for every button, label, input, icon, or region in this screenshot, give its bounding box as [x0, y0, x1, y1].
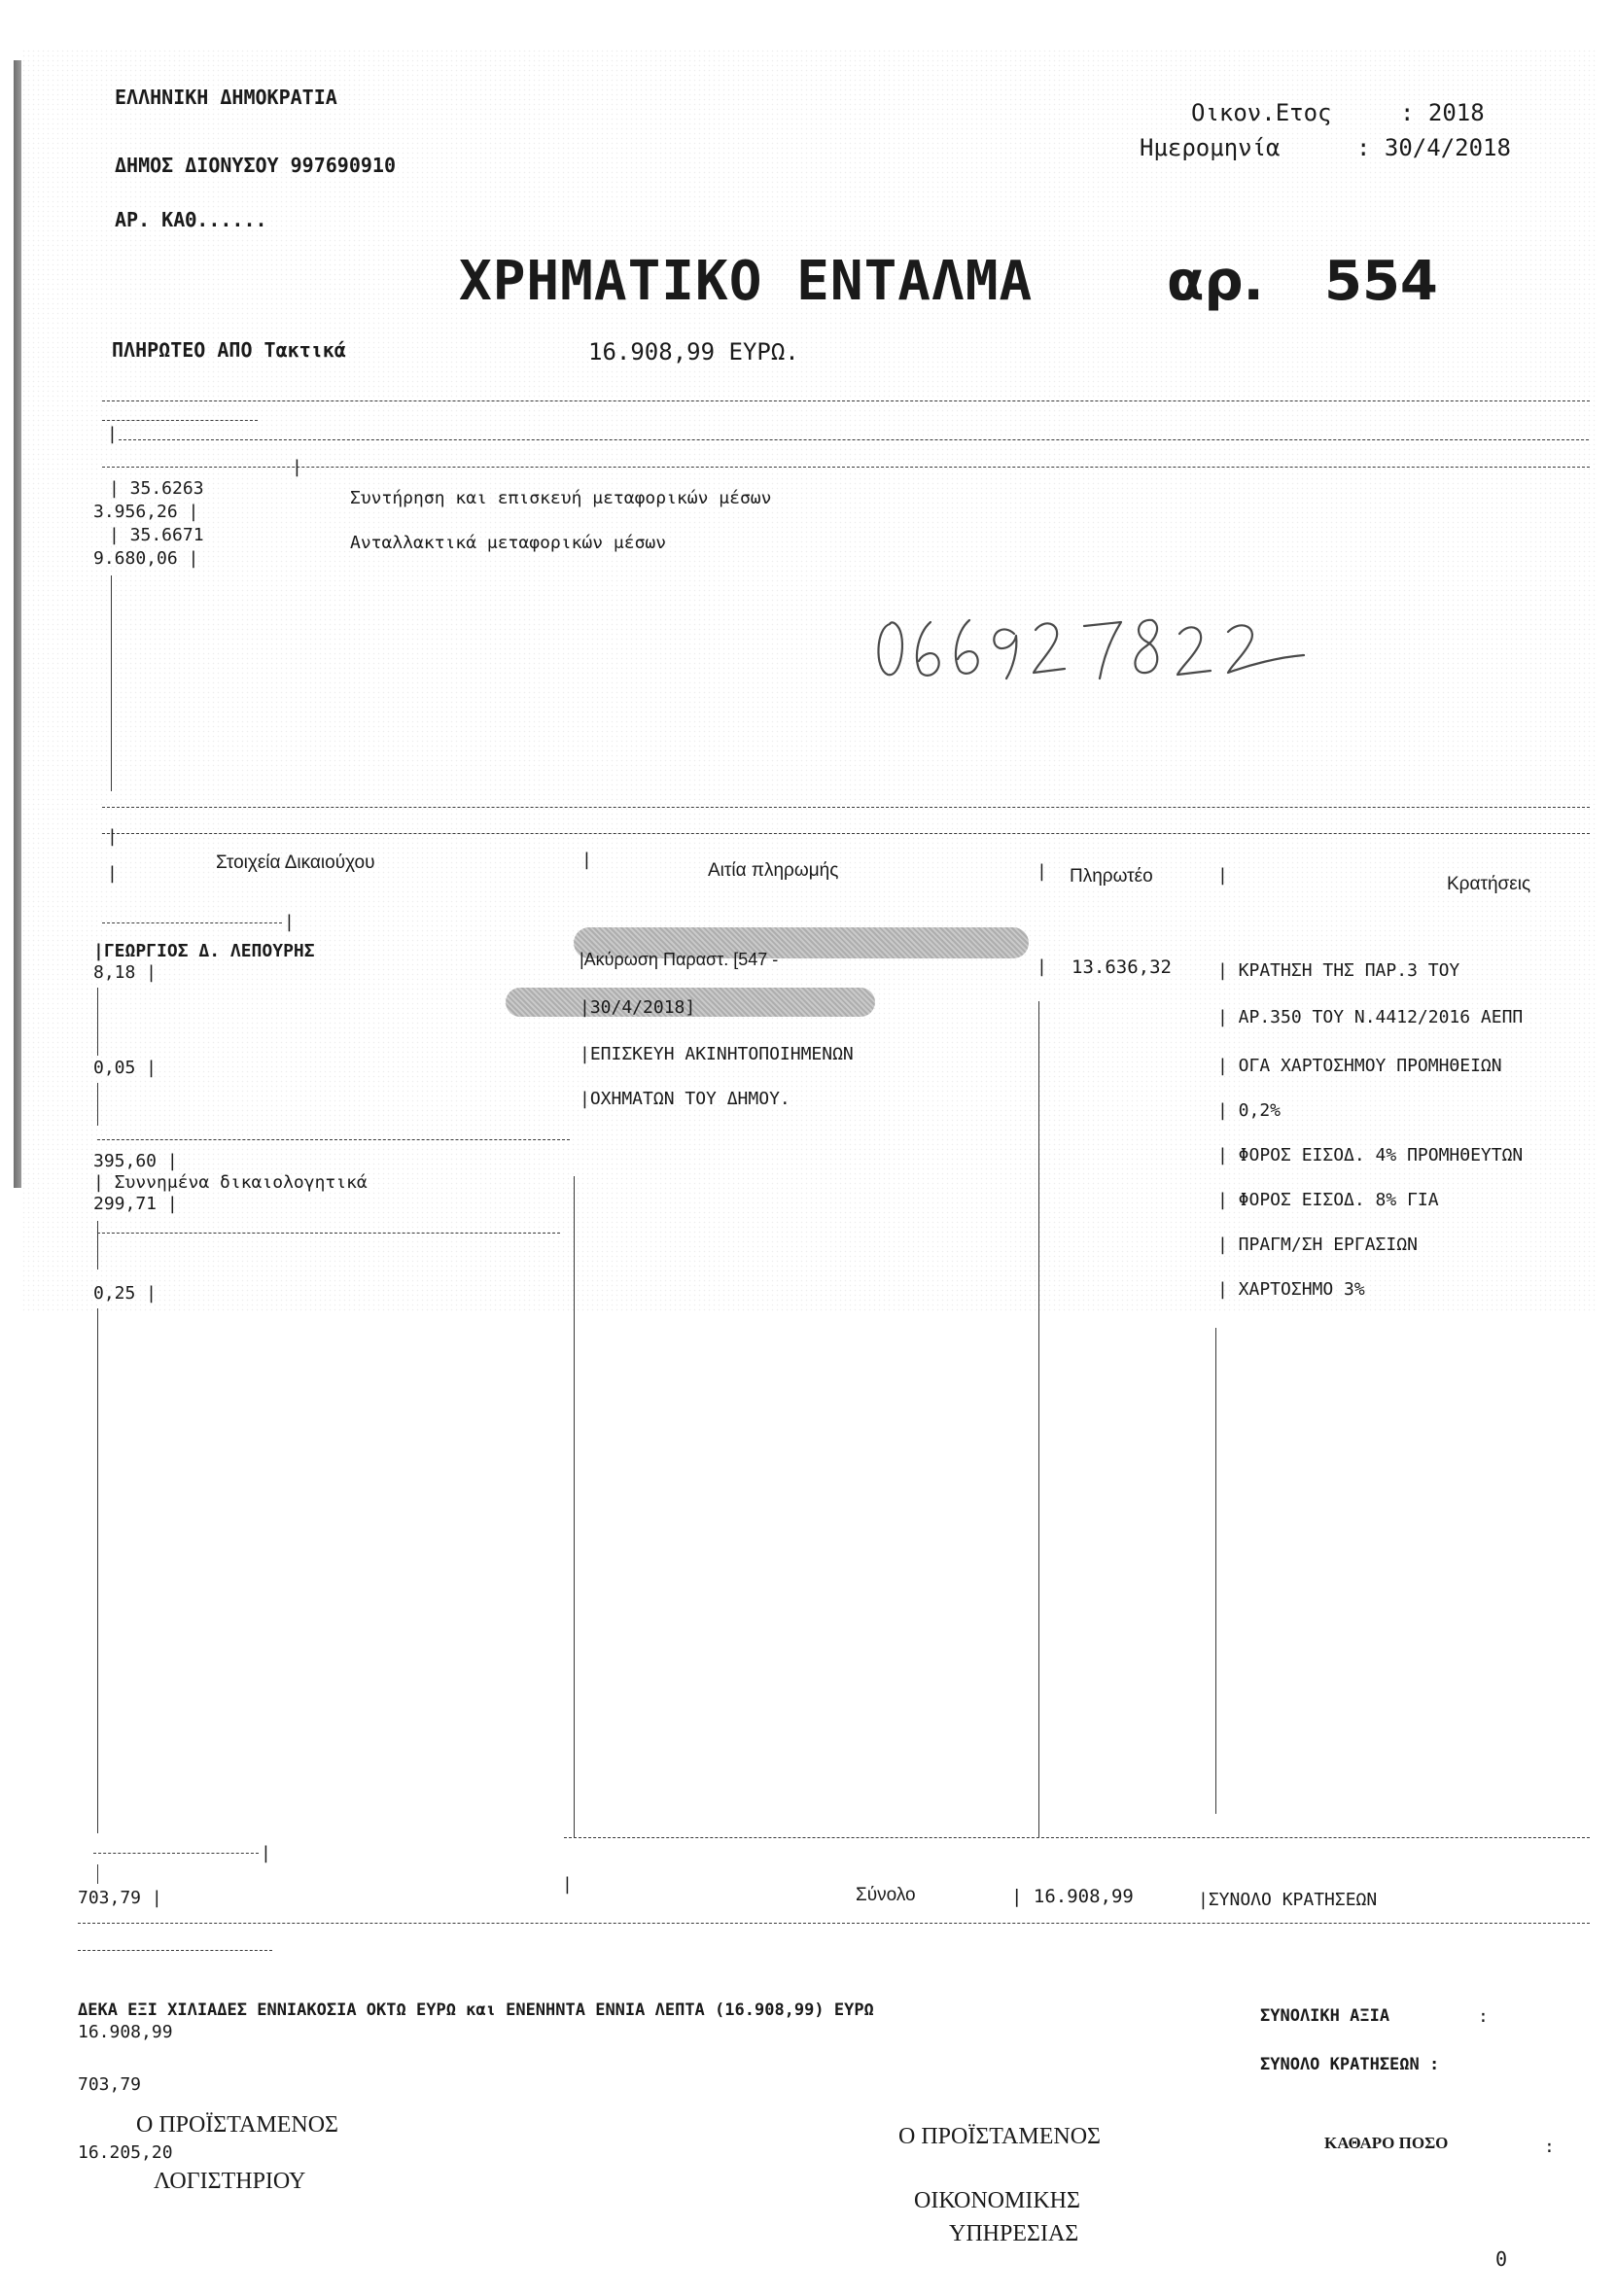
deduction-line: | ΦΟΡΟΣ ΕΙΣΟΔ. 4% ΠΡΟΜΗΘΕΥΤΩΝ — [1217, 1145, 1524, 1165]
separator-line — [102, 807, 1590, 808]
left-border — [97, 1083, 98, 1126]
separator-line — [102, 467, 1590, 468]
amount-words-value: 16.908,99 — [78, 2022, 173, 2042]
beneficiary-name: |ΓΕΩΡΓΙΟΣ Δ. ΛΕΠΟΥΡΗΣ — [93, 941, 315, 961]
left-value: 0,05 | — [93, 1058, 158, 1078]
budget-code: | 35.6671 — [109, 525, 204, 545]
separator-bar: | — [107, 424, 118, 444]
fiscal-year-label: Οικον.Ετος — [1191, 99, 1332, 126]
payable-value: 13.636,32 — [1071, 957, 1172, 978]
document-number: 554 — [1324, 250, 1438, 313]
left-value: 299,71 | — [93, 1194, 178, 1214]
left-border — [97, 1864, 98, 1884]
signature-accounting-head: Ο ΠΡΟΪΣΤΑΜΕΝΟΣ — [136, 2112, 339, 2138]
column-bar: | — [1036, 957, 1047, 977]
date-value: : 30/4/2018 — [1356, 134, 1511, 161]
ar-kath-label: ΑΡ. ΚΑΘ...... — [115, 208, 267, 231]
separator-bar: | — [292, 457, 302, 477]
reason-line: |30/4/2018] — [580, 997, 696, 1018]
left-value: 8,18 | — [93, 962, 158, 983]
header-beneficiary: Στοιχεία Δικαιούχου — [216, 852, 375, 873]
budget-description: Συντήρηση και επισκευή μεταφορικών μέσων — [350, 488, 772, 508]
footer-left-value: 703,79 | — [78, 1888, 162, 1908]
deduction-line: | ΠΡΑΓΜ/ΣΗ ΕΡΓΑΣΙΩΝ — [1217, 1235, 1418, 1255]
column-bar: | — [581, 850, 592, 870]
column-bar: | — [1036, 861, 1047, 882]
payable-label: ΠΛΗΡΩΤΕΟ ΑΠΟ Τακτικά — [112, 338, 346, 362]
payable-amount: 16.908,99 ΕΥΡΩ. — [588, 338, 799, 365]
republic-label: ΕΛΛΗΝΙΚΗ ΔΗΜΟΚΡΑΤΙΑ — [115, 86, 337, 109]
total-deductions-label: |ΣΥΝΟΛΟ ΚΡΑΤΗΣΕΩΝ — [1198, 1890, 1378, 1910]
deduction-line: | ΦΟΡΟΣ ΕΙΣΟΔ. 8% ΓΙΑ — [1217, 1190, 1439, 1210]
reason-line: |Ακύρωση Παραστ. [547 - — [580, 950, 779, 969]
date-label: Ημερομηνία — [1140, 134, 1281, 161]
column-bar: | — [562, 1874, 573, 1895]
column-border — [574, 1176, 575, 1837]
budget-amount: 3.956,26 | — [93, 502, 199, 522]
municipality-label: ΔΗΜΟΣ ΔΙΟΝΥΣΟΥ 997690910 — [115, 154, 396, 177]
left-border — [111, 575, 112, 791]
scan-edge — [14, 60, 21, 1188]
deduction-line: | 0,2% — [1217, 1100, 1282, 1121]
separator-line — [102, 420, 258, 421]
left-border — [97, 1308, 98, 1833]
deduction-line: | ΑΡ.350 ΤΟΥ Ν.4412/2016 ΑΕΠΠ — [1217, 1007, 1524, 1027]
colon-mark: : — [1544, 2137, 1555, 2157]
net-amount-label: ΚΑΘΑΡΟ ΠΟΣΟ — [1324, 2134, 1449, 2152]
document-title: ΧΡΗΜΑΤΙΚΟ ΕΝΤΑΛΜΑ — [459, 250, 1034, 313]
separator-line — [102, 833, 1590, 834]
separator-line — [564, 1837, 1590, 1838]
separator-bar: | — [261, 1843, 271, 1863]
separator-line — [97, 1233, 560, 1234]
left-border — [97, 1221, 98, 1270]
total-value-label: ΣΥΝΟΛΙΚΗ ΑΞΙΑ — [1260, 2006, 1390, 2026]
reason-line: |ΟΧΗΜΑΤΩΝ ΤΟΥ ΔΗΜΟΥ. — [580, 1089, 790, 1109]
separator-line — [93, 1853, 259, 1854]
total-label: Σύνολο — [856, 1885, 916, 1905]
column-border — [1038, 1001, 1039, 1837]
total-deductions-summary-label: ΣΥΝΟΛΟ ΚΡΑΤΗΣΕΩΝ : — [1260, 2055, 1440, 2074]
column-border — [1215, 1328, 1216, 1814]
deduction-line: | ΚΡΑΤΗΣΗ ΤΗΣ ΠΑΡ.3 ΤΟΥ — [1217, 960, 1460, 981]
colon-mark: : — [1478, 2006, 1489, 2027]
budget-code: | 35.6263 — [109, 478, 204, 499]
column-bar: | — [1217, 865, 1228, 886]
budget-description: Ανταλλακτικά μεταφορικών μέσων — [350, 533, 667, 553]
separator-bar: | — [107, 826, 118, 847]
reason-line: |ΕΠΙΣΚΕΥΗ ΑΚΙΝΗΤΟΠΟΙΗΜΕΝΩΝ — [580, 1044, 854, 1064]
separator-line — [78, 1923, 1590, 1924]
separator-bar: | — [284, 912, 295, 932]
separator-line — [102, 400, 1590, 401]
signature-accounting-dept: ΛΟΓΙΣΤΗΡΙΟΥ — [154, 2169, 306, 2194]
total-value: | 16.908,99 — [1011, 1886, 1134, 1907]
separator-line — [78, 1950, 272, 1951]
net-amount-value: 16.205,20 — [78, 2142, 173, 2163]
separator-line — [97, 1139, 570, 1140]
separator-line — [119, 439, 1589, 440]
left-value: 395,60 | — [93, 1151, 178, 1171]
signature-finance-head: Ο ΠΡΟΪΣΤΑΜΕΝΟΣ — [898, 2124, 1102, 2149]
separator-line — [102, 922, 282, 923]
deductions-summary-value: 703,79 — [78, 2074, 142, 2095]
document-number-prefix: αρ. — [1167, 250, 1264, 313]
header-deductions: Κρατήσεις — [1447, 874, 1531, 894]
budget-amount: 9.680,06 | — [93, 548, 199, 569]
left-value: 0,25 | — [93, 1283, 158, 1304]
scan-noise — [21, 49, 1597, 1312]
separator-bar: | — [107, 863, 118, 884]
header-payable: Πληρωτέο — [1070, 866, 1153, 887]
amount-in-words: ΔΕΚΑ ΕΞΙ ΧΙΛΙΑΔΕΣ ΕΝΝΙΑΚΟΣΙΑ ΟΚΤΩ ΕΥΡΩ και ΕΝΕΝΗΝΤΑ ΕΝΝΙΑ ΛΕΠΤΑ (16.908,99) ΕΥΡΩ — [78, 2000, 874, 2020]
header-reason: Αιτία πληρωμής — [708, 860, 839, 881]
handwritten-number — [870, 605, 1308, 692]
left-border — [97, 988, 98, 1056]
fiscal-year-value: : 2018 — [1400, 99, 1485, 126]
signature-finance-dept-2: ΥΠΗΡΕΣΙΑΣ — [949, 2221, 1079, 2246]
attachments-label: | Συννημένα δικαιολογητικά — [93, 1172, 368, 1193]
deduction-line: | ΟΓΑ ΧΑΡΤΟΣΗΜΟΥ ΠΡΟΜΗΘΕΙΩΝ — [1217, 1056, 1502, 1076]
signature-finance-dept-1: ΟΙΚΟΝΟΜΙΚΗΣ — [914, 2188, 1080, 2213]
deduction-line: | ΧΑΡΤΟΣΗΜΟ 3% — [1217, 1279, 1365, 1300]
trailing-mark: 0 — [1495, 2247, 1508, 2271]
